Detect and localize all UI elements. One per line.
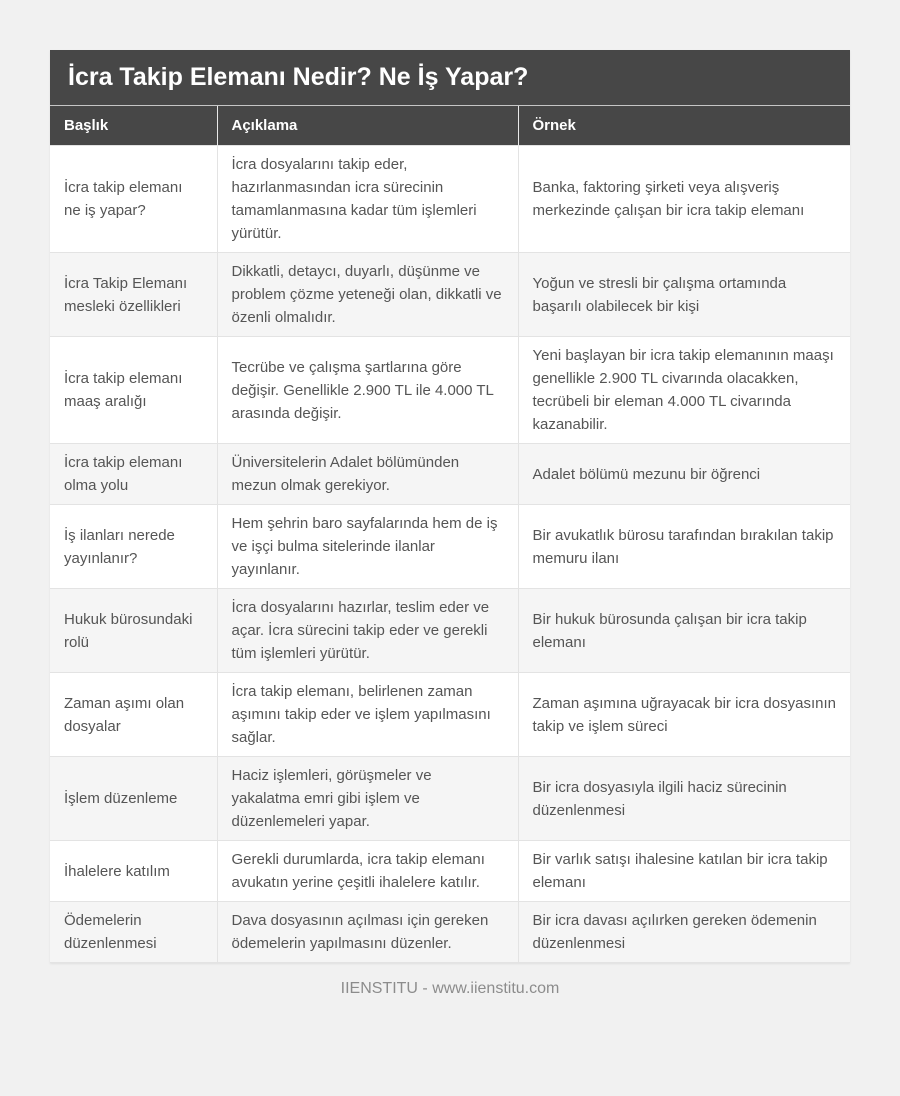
cell-baslik: İcra takip elemanı ne iş yapar? <box>50 146 217 253</box>
table-row <box>50 253 850 337</box>
column-header-baslik: Başlık <box>50 106 217 146</box>
table-header <box>50 106 850 146</box>
cell-ornek: Bir hukuk bürosunda çalışan bir icra takip elemanı <box>518 589 850 673</box>
column-header-ornek: Örnek <box>518 106 850 146</box>
cell-baslik: Zaman aşımı olan dosyalar <box>50 673 217 757</box>
cell-ornek: Bir icra davası açılırken gereken ödemenin düzenlenmesi <box>518 902 850 963</box>
cell-ornek: Zaman aşımına uğrayacak bir icra dosyasının takip ve işlem süreci <box>518 673 850 757</box>
cell-aciklama: Dava dosyasının açılması için gereken ödemelerin yapılmasını düzenler. <box>217 902 518 963</box>
cell-ornek: Adalet bölümü mezunu bir öğrenci <box>518 444 850 505</box>
table-row <box>50 444 850 505</box>
cell-baslik: İcra Takip Elemanı mesleki özellikleri <box>50 253 217 337</box>
cell-aciklama: Haciz işlemleri, görüşmeler ve yakalatma emri gibi işlem ve düzenlemeleri yapar. <box>217 757 518 841</box>
cell-baslik: İşlem düzenleme <box>50 757 217 841</box>
header-row <box>50 106 850 146</box>
cell-baslik: Ödemelerin düzenlenmesi <box>50 902 217 963</box>
cell-baslik: Hukuk bürosundaki rolü <box>50 589 217 673</box>
cell-ornek: Banka, faktoring şirketi veya alışveriş merkezinde çalışan bir icra takip elemanı <box>518 146 850 253</box>
footer-credit: IIENSTITU - www.iienstitu.com <box>340 980 560 997</box>
table-row <box>50 505 850 589</box>
cell-ornek: Bir icra dosyasıyla ilgili haciz sürecinin düzenlenmesi <box>518 757 850 841</box>
cell-ornek: Yeni başlayan bir icra takip elemanının maaşı genellikle 2.900 TL civarında olacakken, tecrübeli bir eleman 4.000 TL civarında kazanabilir. <box>518 337 850 444</box>
cell-aciklama: Dikkatli, detaycı, duyarlı, düşünme ve problem çözme yeteneği olan, dikkatli ve özenli olmalıdır. <box>217 253 518 337</box>
icra-info-table <box>50 106 850 963</box>
cell-ornek: Yoğun ve stresli bir çalışma ortamında başarılı olabilecek bir kişi <box>518 253 850 337</box>
cell-aciklama: Gerekli durumlarda, icra takip elemanı avukatın yerine çeşitli ihalelere katılır. <box>217 841 518 902</box>
cell-baslik: İhalelere katılım <box>50 841 217 902</box>
cell-aciklama: Tecrübe ve çalışma şartlarına göre değişir. Genellikle 2.900 TL ile 4.000 TL arasında değişir. <box>217 337 518 444</box>
cell-aciklama: İcra dosyalarını hazırlar, teslim eder ve açar. İcra sürecini takip eder ve gerekli tüm işlemleri yürütür. <box>217 589 518 673</box>
table-row <box>50 902 850 963</box>
table-row <box>50 589 850 673</box>
cell-ornek: Bir avukatlık bürosu tarafından bırakılan takip memuru ilanı <box>518 505 850 589</box>
table-row <box>50 673 850 757</box>
table-row <box>50 337 850 444</box>
table-body <box>50 146 850 963</box>
table-row <box>50 841 850 902</box>
column-header-aciklama: Açıklama <box>217 106 518 146</box>
table-row <box>50 757 850 841</box>
cell-baslik: İcra takip elemanı maaş aralığı <box>50 337 217 444</box>
cell-aciklama: Üniversitelerin Adalet bölümünden mezun olmak gerekiyor. <box>217 444 518 505</box>
cell-baslik: İş ilanları nerede yayınlanır? <box>50 505 217 589</box>
cell-aciklama: İcra takip elemanı, belirlenen zaman aşımını takip eder ve işlem yapılmasını sağlar. <box>217 673 518 757</box>
cell-aciklama: İcra dosyalarını takip eder, hazırlanmasından icra sürecinin tamamlanmasına kadar tüm işlemleri yürütür. <box>217 146 518 253</box>
cell-ornek: Bir varlık satışı ihalesine katılan bir icra takip elemanı <box>518 841 850 902</box>
icra-table-card <box>50 50 850 963</box>
page-title: İcra Takip Elemanı Nedir? Ne İş Yapar? <box>50 50 850 106</box>
cell-aciklama: Hem şehrin baro sayfalarında hem de iş ve işçi bulma sitelerinde ilanlar yayınlanır. <box>217 505 518 589</box>
table-row <box>50 146 850 253</box>
cell-baslik: İcra takip elemanı olma yolu <box>50 444 217 505</box>
